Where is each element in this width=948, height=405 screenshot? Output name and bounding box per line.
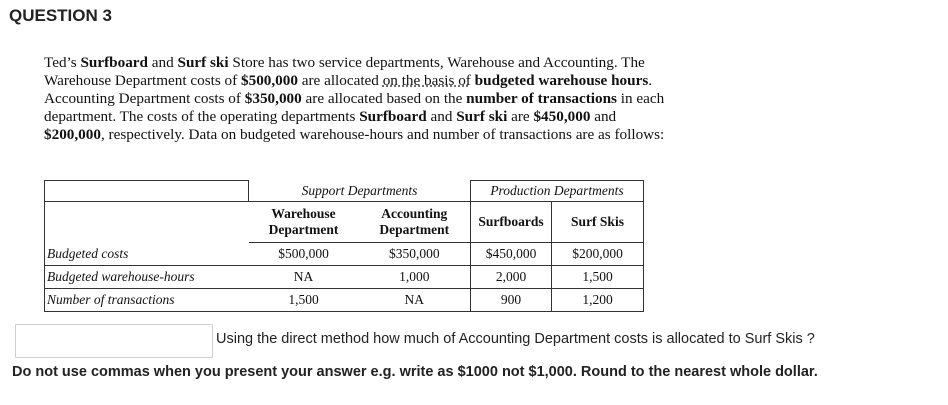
- table-cell: 1,200: [552, 289, 644, 312]
- table-cell: $350,000: [359, 243, 471, 266]
- row-label: Number of transactions: [45, 289, 249, 312]
- problem-passage: [44, 54, 764, 144]
- table-row: [45, 289, 644, 312]
- table-cell: 2,000: [471, 266, 552, 289]
- table-cell: $200,000: [552, 243, 644, 266]
- table-row: [45, 243, 644, 266]
- support-departments-header: Support Departments: [249, 181, 471, 202]
- table-cell: 1,000: [359, 266, 471, 289]
- answer-instruction: Do not use commas when you present your answer e.g. write as $1000 not $1,000. Round to the nearest whole dollar.: [12, 364, 818, 380]
- passage-line-1: Ted’s Surfboard and Surf ski Store has two service departments, Warehouse and Accounting. The: [44, 54, 645, 71]
- passage-line-4: department. The costs of the operating departments Surfboard and Surf ski are $450,000 and: [44, 108, 617, 125]
- production-departments-header: Production Departments: [471, 181, 644, 202]
- table-group-header-row: [45, 181, 644, 202]
- table-cell: NA: [359, 289, 471, 312]
- table-cell: 1,500: [552, 266, 644, 289]
- surfboards-column-header: Surfboards: [471, 202, 552, 243]
- spellcheck-underline: on the basis of: [382, 72, 471, 89]
- table-cell: 900: [471, 289, 552, 312]
- answer-input[interactable]: [15, 324, 213, 358]
- table-cell: NA: [249, 266, 359, 289]
- accounting-column-header: Accounting Department: [359, 202, 471, 243]
- question-title: QUESTION 3: [9, 6, 112, 25]
- answer-prompt: Using the direct method how much of Accounting Department costs is allocated to Surf Skis ?: [216, 331, 815, 347]
- table-cell: 1,500: [249, 289, 359, 312]
- table-cell: $450,000: [471, 243, 552, 266]
- table-corner-cell: [45, 181, 249, 202]
- table-cell: $500,000: [249, 243, 359, 266]
- warehouse-column-header: Warehouse Department: [249, 202, 359, 243]
- row-label: Budgeted warehouse-hours: [45, 266, 249, 289]
- passage-line-3: Accounting Department costs of $350,000 are allocated based on the number of transactions in each: [44, 90, 665, 107]
- passage-line-2: Warehouse Department costs of $500,000 are allocated on the basis of budgeted warehouse hours.: [44, 72, 653, 89]
- table-column-header-row: [45, 202, 644, 243]
- department-data-table: [44, 180, 644, 312]
- table-row: [45, 266, 644, 289]
- row-label: Budgeted costs: [45, 243, 249, 266]
- passage-line-5: $200,000, respectively. Data on budgeted warehouse-hours and number of transactions are as follows:: [44, 126, 665, 143]
- surfskis-column-header: Surf Skis: [552, 202, 644, 243]
